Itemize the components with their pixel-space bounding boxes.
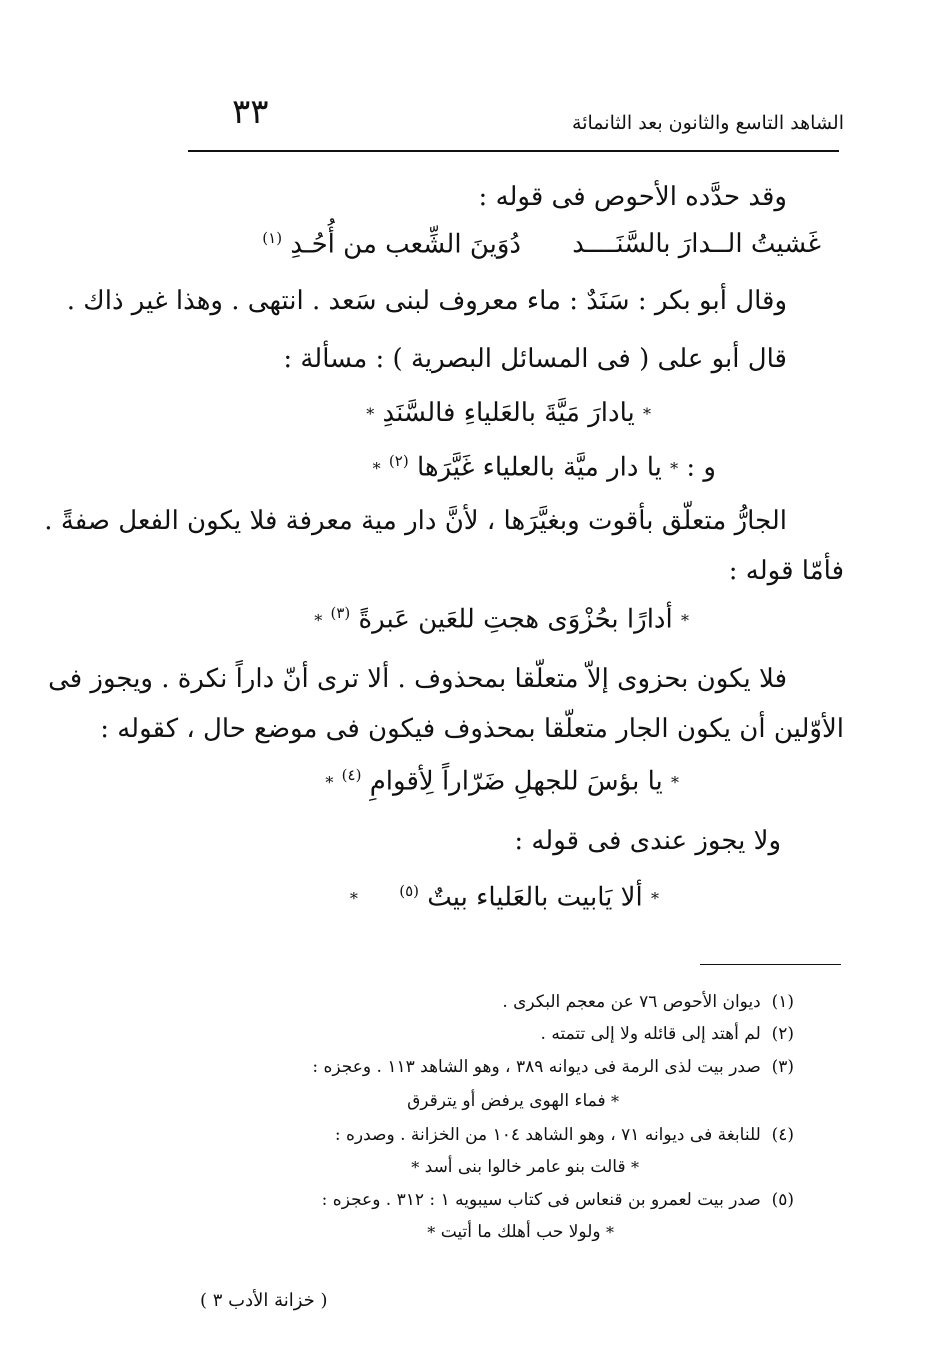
verse-prefix-6: و : (686, 452, 716, 483)
footnote-ref-3: (٣) (330, 604, 351, 622)
footnote-rule (700, 964, 841, 965)
verse-line-9 (314, 604, 689, 635)
footnote-ref-5: (٥) (399, 882, 420, 900)
body-line-8: فأمّا قوله : (728, 556, 844, 586)
footnote-text: ديوان الأحوص ٧٦ عن معجم البكرى . (502, 992, 761, 1012)
footnote-verse-text: قالت بنو عامر خالوا بنى أسد (424, 1157, 626, 1177)
verse-star: * (611, 1092, 619, 1111)
verse-line-6 (373, 452, 716, 483)
verse-star: * (606, 1223, 614, 1242)
verse-text-5: يادارَ مَيَّةَ بالعَلياءِ فالسَّنَدِ (382, 398, 635, 428)
verse-text-9: أدارًا بحُزْوَى هجتِ للعَين عَبرةً (358, 604, 673, 635)
body-line-7: الجارُّ متعلّق بأقوت وبغيَّرَها ، لأنَّ دار مية معرفة فلا يكون الفعل صفةً . (44, 506, 787, 536)
verse-star: * (671, 773, 679, 793)
verse-star: * (349, 889, 358, 909)
footnote-4-verse (411, 1157, 639, 1177)
verse-hemistich-right: غَشيتُ الــدارَ بالسَّنَــــد (572, 229, 821, 259)
footnote-text: صدر بيت لعمرو بن قنعاس فى كتاب سيبويه ١ : ٣١٢ . وعجزه : (321, 1190, 761, 1210)
footnote-ref-1: (١) (262, 229, 283, 247)
verse-text-12: يا بؤسَ للجهلِ ضَرّاراً لِأقوامِ (369, 766, 663, 797)
footnote-text: صدر بيت لذى الرمة فى ديوانه ٣٨٩ ، وهو الشاهد ١١٣ . وعجزه : (312, 1057, 761, 1077)
verse-star: * (325, 773, 334, 793)
footnote-text: لم أهتد إلى قائله ولا إلى تتمته . (540, 1024, 761, 1044)
footnote-ref-2: (٢) (388, 452, 409, 470)
footnote-number: (٣) (771, 1057, 794, 1077)
header-rule (188, 150, 839, 152)
footnote-number: (٤) (771, 1125, 794, 1145)
verse-line-12 (325, 766, 679, 797)
footnote-3 (312, 1057, 794, 1077)
verse-hemistich-left-text: دُوَينَ الشِّعب من أُحُـدِ (290, 229, 521, 260)
page-number: ٣٣ (232, 92, 269, 132)
footnote-number: (١) (771, 992, 794, 1012)
verse-star: * (411, 1158, 420, 1177)
footnote-4 (335, 1125, 794, 1145)
verse-star: * (651, 889, 659, 909)
footnote-text: للنابغة فى ديوانه ٧١ ، وهو الشاهد ١٠٤ من الخزانة . وصدره : (334, 1125, 761, 1145)
verse-star: * (314, 611, 323, 631)
verse-star: * (631, 1158, 639, 1177)
verse-star: * (681, 611, 689, 631)
body-line-10: فلا يكون بحزوى إلاّ متعلّقا بمحذوف . ألا ترى أنّ داراً نكرة . ويجوز فى (48, 664, 787, 694)
footnote-1 (502, 992, 794, 1012)
verse-text-14: ألا يَابيت بالعَلياء بيتٌ (427, 882, 643, 913)
body-line-4: قال أبو على ( فى المسائل البصرية ) : مسألة : (283, 344, 787, 374)
volume-signature: ( خزانة الأدب ٣ ) (200, 1290, 328, 1311)
footnote-5 (322, 1190, 794, 1210)
footnote-number: (٢) (771, 1024, 794, 1044)
verse-hemistich-left (262, 229, 521, 260)
verse-star: * (366, 404, 375, 424)
body-line-1: وقد حدَّده الأحوص فى قوله : (478, 182, 787, 212)
footnote-number: (٥) (771, 1190, 794, 1210)
verse-line-14 (350, 882, 659, 913)
footnote-3-verse (407, 1091, 619, 1111)
footnote-2 (541, 1024, 794, 1044)
footnote-5-verse (427, 1222, 614, 1242)
body-line-3: وقال أبو بكر : سَنَدٌ : ماء معروف لبنى سَعد . انتهى . وهذا غير ذاك . (66, 286, 787, 316)
verse-star: * (372, 459, 381, 479)
verse-star: * (427, 1223, 436, 1242)
running-header-title: الشاهد التاسع والثانون بعد الثانمائة (572, 112, 844, 134)
body-line-11: الأوّلين أن يكون الجار متعلّقا بمحذوف فيكون فى موضع حال ، كقوله : (100, 714, 844, 744)
footnote-verse-text: فماء الهوى يرفض أو يترقرق (407, 1091, 606, 1111)
body-line-13: ولا يجوز عندى فى قوله : (514, 826, 781, 856)
verse-line-5 (366, 398, 651, 428)
footnote-ref-4: (٤) (341, 766, 362, 784)
verse-star: * (670, 459, 679, 479)
verse-text-6: يا دار ميَّة بالعلياء غَيَّرَها (416, 452, 662, 483)
footnote-verse-text: ولولا حب أهلك ما أتيت (440, 1222, 601, 1242)
verse-star: * (643, 404, 651, 424)
